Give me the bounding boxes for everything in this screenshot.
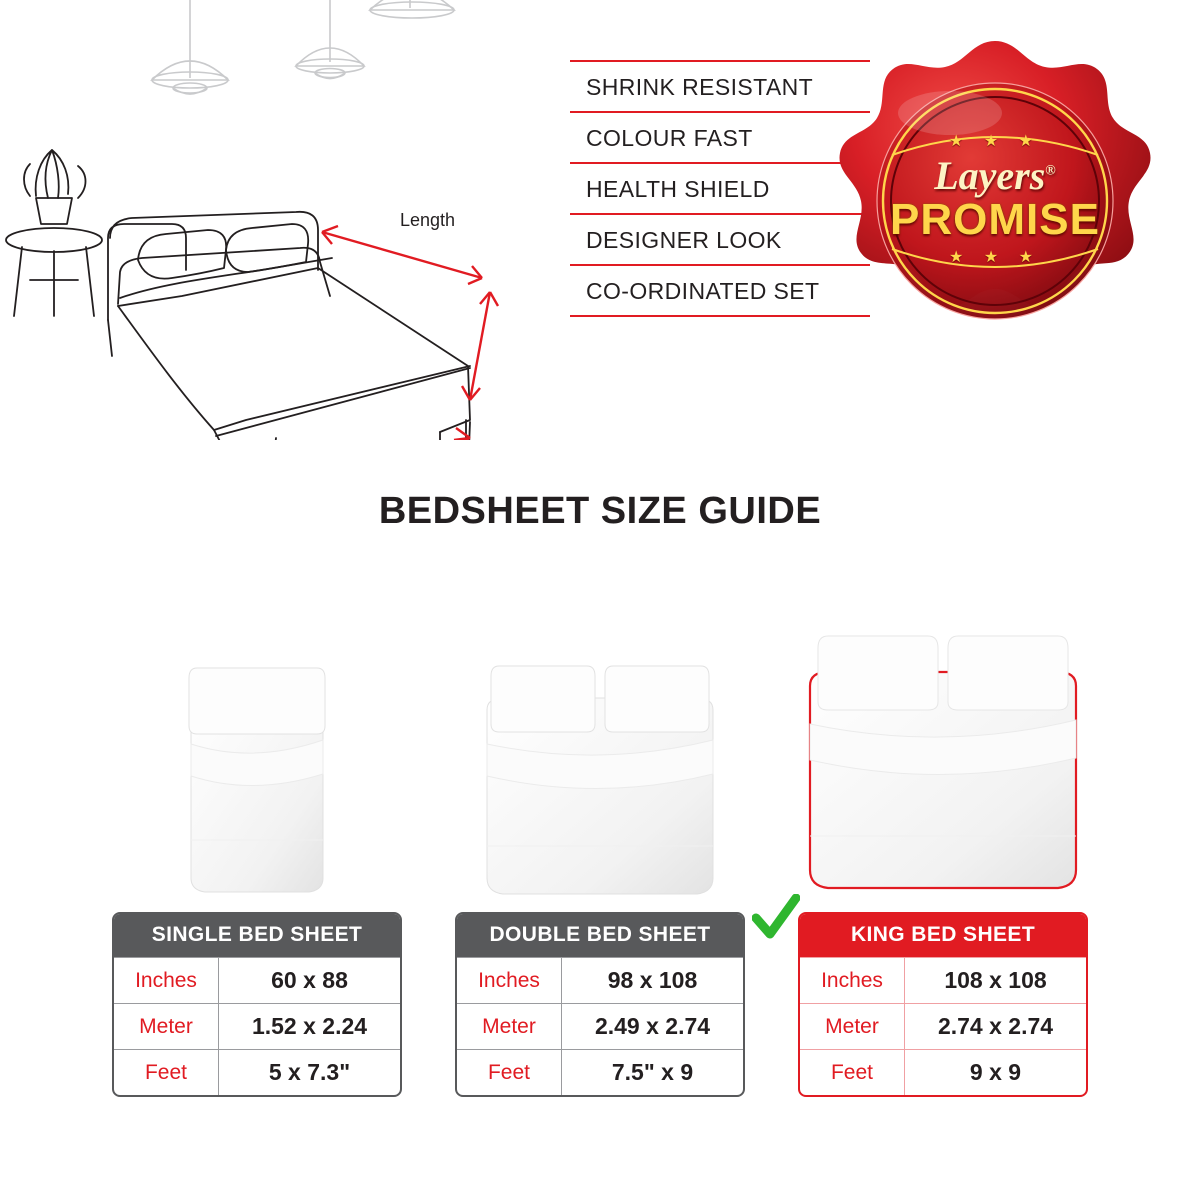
table-row [800,1049,1086,1095]
seal-stars-bottom: ★ ★ ★ [949,249,1041,266]
single-bed-image [112,600,402,900]
table-row [800,957,1086,1003]
layers-promise-seal [830,35,1160,365]
row-value: 5 x 7.3" [268,1059,351,1085]
top-section [0,0,1200,460]
row-label: Inches [114,958,219,1003]
row-label: Meter [114,1004,219,1049]
table-row [114,1003,400,1049]
size-card-double[interactable] [455,600,745,1120]
size-cards [0,600,1200,1120]
table-row [114,957,400,1003]
row-label: Feet [800,1050,905,1095]
row-value: 60 x 88 [271,967,348,993]
row-value: 2.74 x 2.74 [937,1013,1054,1039]
row-value: 108 x 108 [944,967,1047,993]
table-row [114,1049,400,1095]
feature-item: CO-ORDINATED SET [570,264,870,317]
seal-stars-top: ★ ★ ★ [949,133,1041,150]
length-label: Length [400,210,456,230]
size-card-single[interactable] [112,600,402,1120]
promise-feature-list [570,60,870,317]
bed-dimension-illustration [0,120,540,440]
row-value: 1.52 x 2.24 [251,1013,368,1039]
king-table-header: KING BED SHEET [800,914,1086,957]
seal-word: PROMISE [890,195,1100,244]
page-title: BEDSHEET SIZE GUIDE [378,490,822,532]
row-value: 7.5" x 9 [611,1059,694,1085]
feature-item: COLOUR FAST [570,111,870,162]
row-label: Meter [800,1004,905,1049]
table-row [457,1003,743,1049]
double-table-header: DOUBLE BED SHEET [457,914,743,957]
single-bed-graphic [157,640,357,900]
king-bed-image [798,600,1088,900]
wax-seal-shape [830,35,1160,365]
feature-item: HEALTH SHIELD [570,162,870,213]
row-value: 98 x 108 [607,967,698,993]
seal-brand: Layers® [934,153,1056,198]
row-value: 2.49 x 2.74 [594,1013,711,1039]
row-label: Inches [457,958,562,1003]
row-label: Feet [457,1050,562,1095]
row-value: 9 x 9 [969,1059,1022,1085]
double-bed-graphic [465,640,735,900]
king-bed-graphic [798,620,1088,900]
size-card-king[interactable] [798,600,1088,1120]
table-row [457,1049,743,1095]
row-label: Feet [114,1050,219,1095]
double-bed-image [455,600,745,900]
table-row [800,1003,1086,1049]
single-size-table [112,912,402,1097]
single-table-header: SINGLE BED SHEET [114,914,400,957]
king-size-table [798,912,1088,1097]
row-label: Meter [457,1004,562,1049]
feature-item: DESIGNER LOOK [570,213,870,264]
table-row [457,957,743,1003]
feature-item: SHRINK RESISTANT [570,60,870,111]
double-size-table [455,912,745,1097]
row-label: Inches [800,958,905,1003]
selected-check-icon [752,894,800,942]
